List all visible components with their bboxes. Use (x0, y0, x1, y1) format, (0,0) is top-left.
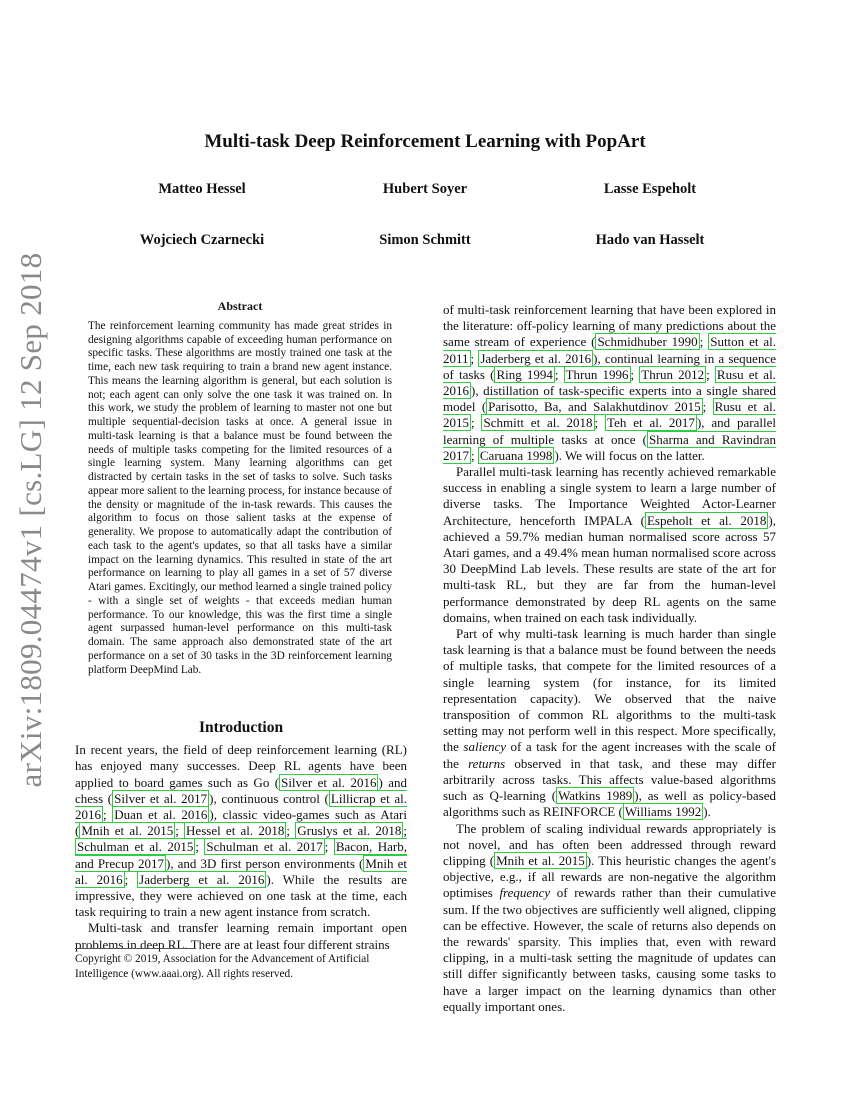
introduction-section (75, 720, 407, 953)
citation-link[interactable]: Jaderberg et al. 2016 (139, 871, 265, 887)
text-run: ; (175, 823, 185, 839)
paragraph (443, 464, 776, 626)
citation-link[interactable]: Gruslys et al. 2018 (297, 823, 402, 839)
citation-link[interactable]: Caruana 1998 (479, 447, 553, 463)
paragraph (75, 742, 407, 920)
right-column (443, 302, 776, 1015)
text-run: ). While the results are impressive, they were achieved on one task at the time, each task requiring to train a new agent instance from scratch. (75, 871, 407, 920)
text-run: Part of why multi-task learning is much harder than single task learning is that a balance must be found between the needs of multiple tasks, that compete for the limited resources of a single learning system (for instance, for its limited representation capacity). We observed that the naive transposition of common RL algorithms to the multi-task setting may not perform well in this respect. More specifically, the (443, 626, 776, 755)
author-name: Hubert Soyer (382, 181, 468, 197)
citation-link[interactable]: Duan et al. 2016 (114, 807, 208, 823)
citation-link[interactable]: Thrun 2012 (641, 366, 705, 382)
text-run: ; (403, 823, 407, 839)
text-run: The problem of scaling individual rewards appropriately is not novel, and has often been addressed through reward clipping ( (443, 820, 776, 868)
author-name: Lasse Espeholt (603, 181, 697, 197)
citation-link[interactable]: Schmidhuber 1990 (597, 334, 698, 350)
text-run: ; (470, 350, 479, 366)
text-run: ) and chess ( (75, 774, 407, 806)
citation-link[interactable]: Sharma and Ravindran 2017 (443, 431, 776, 463)
citation-link[interactable]: Thrun 1996 (565, 366, 629, 382)
text-run: ), as well as policy-based algorithms such as REINFORCE ( (443, 788, 776, 820)
text-run: ; (471, 415, 482, 431)
text-run: ), classic video-games such as Atari ( (75, 807, 407, 839)
citation-link[interactable]: Mnih et al. 2015 (81, 823, 174, 839)
citation-link[interactable]: Mnih et al. 2016 (75, 855, 407, 887)
abstract-heading: Abstract (217, 299, 263, 313)
citation-link[interactable]: Lillicrap et al. 2016 (75, 790, 407, 823)
text-run: ), distillation of task-specific experts into a single shared model ( (443, 383, 776, 415)
text-run: ; (324, 839, 334, 855)
introduction-heading: Introduction (198, 719, 284, 736)
citation-link[interactable]: Watkins 1989 (558, 788, 633, 804)
abstract-text: The reinforcement learning community has made great strides in designing algorithms capable of exceeding human performance on specific tasks. These algorithms are mostly trained one task at the time, each new task requiring to train a brand new agent instance. This means the learning algorithm is general, but each solution is not; each agent can only solve the one task it was trained on. In this work, we study the problem of learning to master not one but multiple sequential-decision tasks at once. A general issue in multi-task learning is that a balance must be found between the needs of multiple tasks competing for the limited resources of a single learning system. Many learning algorithms can get distracted by certain tasks in the set of tasks to solve. Such tasks appear more salient to the learning process, for instance because of the density or magnitude of the in-task rewards. This causes the algorithm to focus on those salient tasks at the expense of generality. We propose to automatically adapt the contribution of each task to the agent's updates, so that all tasks have a similar impact on the learning dynamics. This resulted in state of the art performance on learning to play all games in a set of 57 diverse Atari games. Excitingly, our method learned a single trained policy - with a single set of weights - that exceeds median human performance. To our knowledge, this was the first time a single agent surpassed human-level performance on this multi-task domain. The same approach also demonstrated state of the art performance on a set of 30 tasks in the 3D reinforcement learning platform DeepMind Lab. (88, 319, 392, 676)
author-name: Simon Schmitt (379, 232, 471, 248)
text-run: ), and 3D first person environments ( (166, 855, 364, 871)
text-run: ; (124, 871, 138, 887)
copyright-footnote (75, 948, 407, 981)
paragraph (443, 302, 776, 464)
emphasis-text: returns (468, 755, 506, 771)
citation-link[interactable]: Teh et al. 2017 (607, 415, 695, 431)
citation-link[interactable]: Schulman et al. 2015 (77, 839, 194, 855)
citation-link[interactable]: Williams 1992 (624, 804, 702, 820)
citation-link[interactable]: Hessel et al. 2018 (186, 823, 285, 839)
footnote-rule (75, 948, 195, 949)
author-name: Matteo Hessel (158, 181, 246, 197)
text-run: observed in that task, and these may differ arbitrarily across tasks. This affects value-based algorithms such as Q-learning ( (443, 755, 776, 804)
text-run: ; (702, 399, 713, 415)
citation-link[interactable]: Sutton et al. 2011 (443, 334, 777, 366)
text-run: of a task for the agent increases with the scale of the (443, 739, 776, 771)
text-run: ; (471, 447, 478, 463)
citation-link[interactable]: Silver et al. 2016 (281, 774, 377, 790)
citation-link[interactable]: Schmitt et al. 2018 (483, 415, 593, 431)
arxiv-identifier-stamp (13, 252, 48, 788)
text-run: ), and parallel learning of multiple tasks at once ( (443, 415, 776, 447)
paper-title: Multi-task Deep Reinforcement Learning with PopArt (204, 131, 646, 152)
text-run: of rewards rather than their cumulative sum. If the two objectives are sufficiently well aligned, clipping can be effective. However, the scale of returns also depends on the rewards' sparsity. This implies that, even with reward clipping, in a multi-task setting the magnitude of updates can still differ significantly between tasks, causing some tasks to have a larger impact on the learning dynamics than other equally important ones. (443, 885, 777, 1014)
citation-link[interactable]: Ring 1994 (496, 366, 553, 382)
text-run: of multi-task reinforcement learning that have been explored in the literature: off-policy learning of many predictions about the same stream of experience ( (443, 302, 776, 350)
text-run: ), achieved a 59.7% median human normalised score across 57 Atari games, and a 49.4% mean human normalised score across 30 DeepMind Lab levels. These results are state of the art for multi-task RL, but they are far from the human-level performance demonstrated by deep RL agents on the same domains, when trained on each task individually. (443, 512, 776, 625)
citation-link[interactable]: Bacon, Harb, and Precup 2017 (75, 839, 407, 871)
emphasis-text: frequency (499, 885, 551, 901)
emphasis-text: saliency (463, 739, 507, 755)
text-run: ). This heuristic changes the agent's objective, e.g., if all rewards are non-negative the algorithm optimises (443, 852, 777, 901)
text-run: ; (706, 366, 715, 382)
text-run: ), continual learning in a sequence of tasks ( (443, 350, 776, 382)
paragraph (443, 626, 776, 820)
footnote-text: Copyright © 2019, Association for the Advancement of Artificial Intelligence (www.aaai.org). All rights reserved. (75, 953, 370, 980)
text-run: ; (554, 366, 564, 382)
citation-link[interactable]: Rusu et al. 2015 (443, 399, 776, 431)
citation-link[interactable]: Espeholt et al. 2018 (646, 512, 767, 528)
paragraph (443, 821, 776, 1015)
author-name: Hado van Hasselt (595, 232, 705, 248)
text-run: In recent years, the field of deep reinforcement learning (RL) has enjoyed many successes. Deep RL agents have been applied to board games such as Go ( (75, 742, 407, 790)
text-run: Parallel multi-task learning has recently achieved remarkable success in enabling a single system to learn a large number of diverse tasks. The Importance Weighted Actor-Learner Architecture, henceforth IMPALA ( (443, 464, 776, 528)
text-run: ). (703, 804, 711, 820)
text-run: ; (195, 839, 205, 855)
citation-link[interactable]: Parisotto, Ba, and Salakhutdinov 2015 (488, 399, 701, 415)
text-run: Multi-task and transfer learning remain important open problems in deep RL. There are at least four different strains (75, 920, 407, 952)
citation-link[interactable]: Silver et al. 2017 (114, 790, 208, 806)
text-run: ; (103, 807, 113, 823)
text-run: ; (594, 415, 606, 431)
text-run: ; (286, 823, 296, 839)
text-run: ). We will focus on the latter. (554, 447, 705, 463)
author-name: Wojciech Czarnecki (139, 232, 265, 248)
citation-link[interactable]: Schulman et al. 2017 (206, 839, 323, 855)
abstract-section (88, 300, 392, 677)
citation-link[interactable]: Mnih et al. 2015 (496, 852, 585, 868)
citation-link[interactable]: Jaderberg et al. 2016 (480, 350, 592, 366)
text-run: ; (630, 366, 640, 382)
text-run: ), continuous control ( (209, 790, 329, 806)
text-run: ; (699, 334, 709, 350)
citation-link[interactable]: Rusu et al. 2016 (443, 366, 776, 399)
arxiv-identifier-text: arXiv:1809.04474v1 [cs.LG] 12 Sep 2018 (13, 252, 48, 788)
